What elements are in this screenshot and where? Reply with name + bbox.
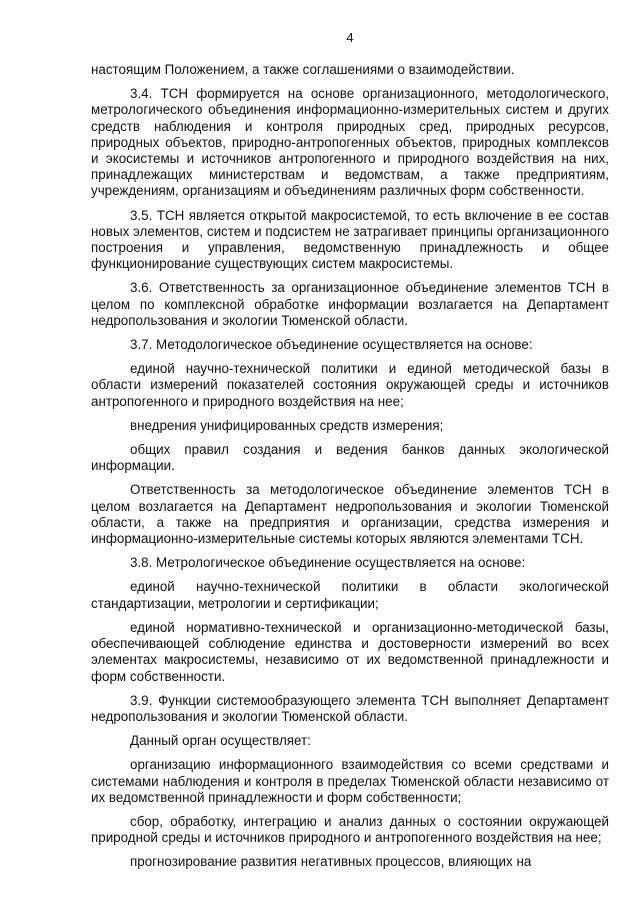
list-item: единой научно-технической политики и единой методической базы в области измерений показателей состояния окружающей среды и источников антропогенного и природного воздействия на нее; [91, 361, 609, 409]
paragraph-responsibility: Ответственность за методологическое объединение элементов ТСН в целом возлагается на Департамент недропользования и экологии Тюменской области, а также на предприятия и организации, средства измерения и информационно-измерительные системы которых являются элементами ТСН. [91, 482, 609, 547]
paragraph-3-9: 3.9. Функции системообразующего элемента ТСН выполняет Департамент недропользования и экологии Тюменской области. [91, 692, 609, 724]
list-item: внедрения унифицированных средств измерения; [130, 417, 444, 433]
document-body [91, 62, 609, 879]
paragraph-body-functions: Данный орган осуществляет: [130, 733, 311, 749]
list-item: единой нормативно-технической и организационно-методической базы, обеспечивающей соблюдение единства и достоверности измерений во всех элементах макросистемы, независимо от их ведомственной принадлежности и форм собственности. [91, 619, 609, 684]
paragraph-3-4: 3.4. ТСН формируется на основе организационного, методологического, метрологического объединения информационно-измерительных систем и других средств наблюдения и контроля природных сред, природных ресурсов, природных объектов, природно-антропогенных объектов, природных комплексов и экосистемы и источников антропогенного и природного воздействия на них, принадлежащих министерствам и ведомствам, а также предприятиям, учреждениям, организациям и объединениям различных форм собственности. [91, 86, 609, 199]
paragraph-3-7: 3.7. Методологическое объединение осуществляется на основе: [130, 337, 533, 353]
page-number: 4 [346, 30, 354, 45]
list-item: общих правил создания и ведения банков данных экологической информации. [91, 442, 609, 474]
paragraph-3-5: 3.5. ТСН является открытой макросистемой, то есть включение в ее состав новых элементов, систем и подсистем не затрагивает принципы организационного построения и управления, ведомственную принадлежность и общее функционирование существующих систем макросистемы. [91, 207, 609, 272]
list-item: единой научно-технической политики в области экологической стандартизации, метрологии и сертификации; [91, 579, 609, 611]
paragraph-3-8: 3.8. Метрологическое объединение осуществляется на основе: [130, 555, 526, 571]
list-item: сбор, обработку, интеграцию и анализ данных о состоянии окружающей природной среды и источников природного и антропогенного воздействия на нее; [91, 813, 609, 846]
paragraph-3-6: 3.6. Ответственность за организационное объединение элементов ТСН в целом по комплексной обработке информации возлагается на Департамент недропользования и экологии Тюменской области. [91, 280, 609, 328]
list-item: прогнозирование развития негативных процессов, влияющих на [130, 854, 532, 870]
paragraph-continuation: настоящим Положением, а также соглашениями о взаимодействии. [91, 62, 515, 77]
list-item: организацию информационного взаимодействия со всеми средствами и системами наблюдения и контроля в пределах Тюменской области независимо от их ведомственной принадлежности и форм собственности; [91, 757, 609, 805]
